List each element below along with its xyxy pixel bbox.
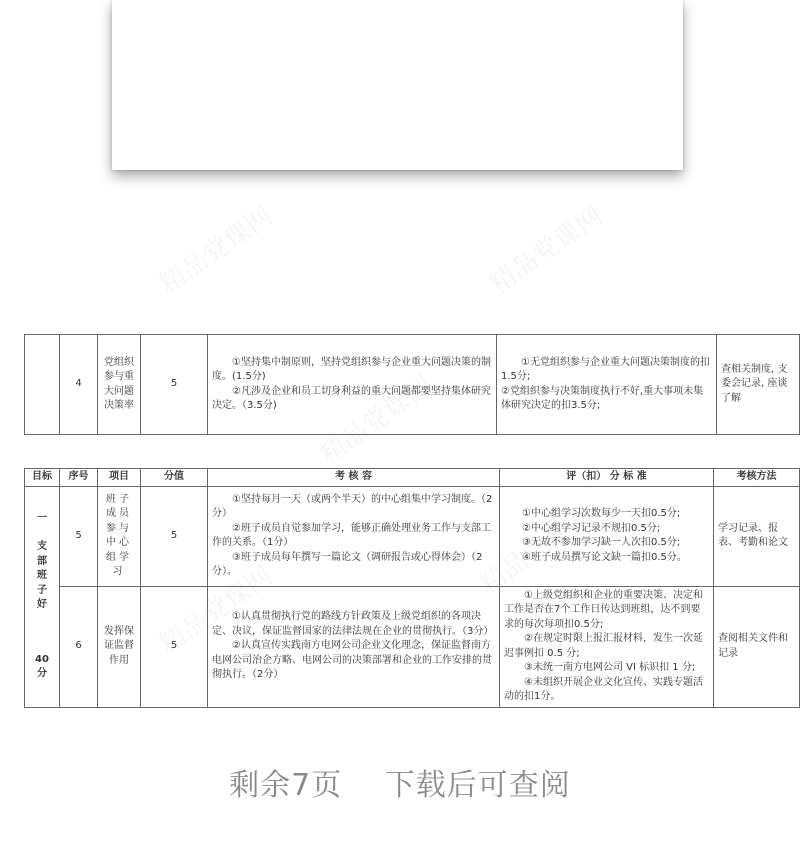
- target-text: 40: [35, 653, 49, 665]
- content-cell: [208, 586, 500, 707]
- row-number: 4: [60, 335, 98, 435]
- criteria-line: ④班子成员撰写论文缺一篇扣0.5分。: [522, 551, 687, 563]
- table-row: [25, 486, 800, 586]
- target-text: 好: [37, 599, 47, 610]
- score-value: 5: [141, 486, 208, 586]
- watermark: [481, 196, 609, 301]
- criteria-cell: [500, 486, 714, 586]
- criteria-line: ①中心组学习次数每少一天扣0.5分;: [522, 508, 681, 519]
- item-name: 党组织参与重大问题决策率: [98, 335, 141, 435]
- content-line: ②凡涉及企业和员工切身利益的重大问题都要坚持集体研究决定。（3.5分): [212, 385, 491, 411]
- content-line: ③班子成员每年撰写一篇论文（调研报告或心得体会）（2分）。: [212, 551, 483, 577]
- target-cell: [25, 486, 60, 707]
- watermark: [151, 196, 279, 301]
- criteria-line: ①上级党组织和企业的重要决策、决定和工作是否在7个工作日传达到班组，达不到要求的每次每项扣0.5分;: [504, 589, 703, 630]
- assessment-table-2: [24, 468, 800, 708]
- table-row: [25, 586, 800, 707]
- criteria-line: ①无党组织参与企业重大问题决策制度的扣1.5分;: [501, 356, 710, 382]
- target-text: 分: [37, 668, 47, 679]
- target-spacer: [29, 613, 55, 653]
- target-cell: [25, 335, 60, 435]
- assessment-table-1: [24, 334, 800, 435]
- content-cell: [208, 486, 500, 586]
- content-line: ①认真贯彻执行党的路线方针政策及上级党组织的各项决定、决议，保证监督国家的法律法规在企业的贯彻执行。（3分）: [212, 611, 494, 637]
- item-name: 班子成员参与中心组学习: [98, 486, 141, 586]
- method-cell: 学习记录、报表、考勤和论文: [714, 486, 800, 586]
- content-line: ②班子成员自觉参加学习，能够正确处理业务工作与支部工作的关系。（1分）: [212, 522, 491, 548]
- remaining-pages-text: 剩余7页: [229, 768, 343, 803]
- header-no: 序号: [60, 469, 98, 487]
- criteria-line: ②党组织参与决策制度执行不好,重大事项未集体研究决定的扣3.5分;: [501, 385, 704, 411]
- download-prompt[interactable]: [0, 760, 800, 804]
- target-text: 班: [37, 570, 47, 581]
- content-line: ①坚持集中制原则，坚持党组织参与企业重大问题决策的制度。(1.5分): [212, 356, 491, 382]
- criteria-line: ②中心组学习记录不规扣0.5分;: [522, 522, 661, 534]
- content-line: ②认真宣传实践南方电网公司企业文化理念，保证监督南方电网公司治企方略、电网公司的决策部署和企业的工作安排的贯彻执行。（2分）: [212, 640, 492, 681]
- target-text: 一: [37, 512, 47, 524]
- target-text: 部: [37, 555, 47, 567]
- content-cell: [208, 335, 497, 435]
- target-text: 支: [37, 541, 47, 552]
- row-number: 5: [60, 486, 98, 586]
- criteria-line: ④未组织开展企业文化宣传、实践专题活动的扣1分。: [504, 676, 703, 702]
- document-page-preview: [112, 0, 683, 170]
- header-target: 目标: [25, 469, 60, 487]
- download-to-view-text: 下载后可查阅: [384, 768, 571, 803]
- method-cell: 查相关制度, 支委会记录, 座谈了解: [717, 335, 800, 435]
- header-content: 考 核 容: [208, 469, 500, 487]
- target-text: 子: [37, 584, 47, 596]
- criteria-line: ②在规定时限上报汇报材料，发生一次延迟事例扣 0.5 分;: [504, 633, 703, 659]
- row-number: 6: [60, 586, 98, 707]
- header-method: 考核方法: [714, 469, 800, 487]
- content-line: ①坚持每月一天（或两个半天）的中心组集中学习制度。（2分）: [212, 493, 493, 519]
- header-score: 分值: [141, 469, 208, 487]
- score-value: 5: [141, 586, 208, 707]
- criteria-line: ③未统一南方电网公司 VI 标识扣 1 分;: [524, 662, 696, 673]
- header-row: [25, 469, 800, 487]
- criteria-cell: [500, 586, 714, 707]
- target-spacer: [29, 526, 55, 540]
- header-item: 项目: [98, 469, 141, 487]
- score-value: 5: [141, 335, 208, 435]
- method-cell: 查阅相关文件和记录: [714, 586, 800, 707]
- criteria-line: ③无故不参加学习缺一人次扣0.5分;: [522, 537, 681, 548]
- header-criteria: 评（扣） 分 标 准: [500, 469, 714, 487]
- table-row: [25, 335, 800, 435]
- item-name: 发挥保证监督作用: [98, 586, 141, 707]
- criteria-cell: [497, 335, 717, 435]
